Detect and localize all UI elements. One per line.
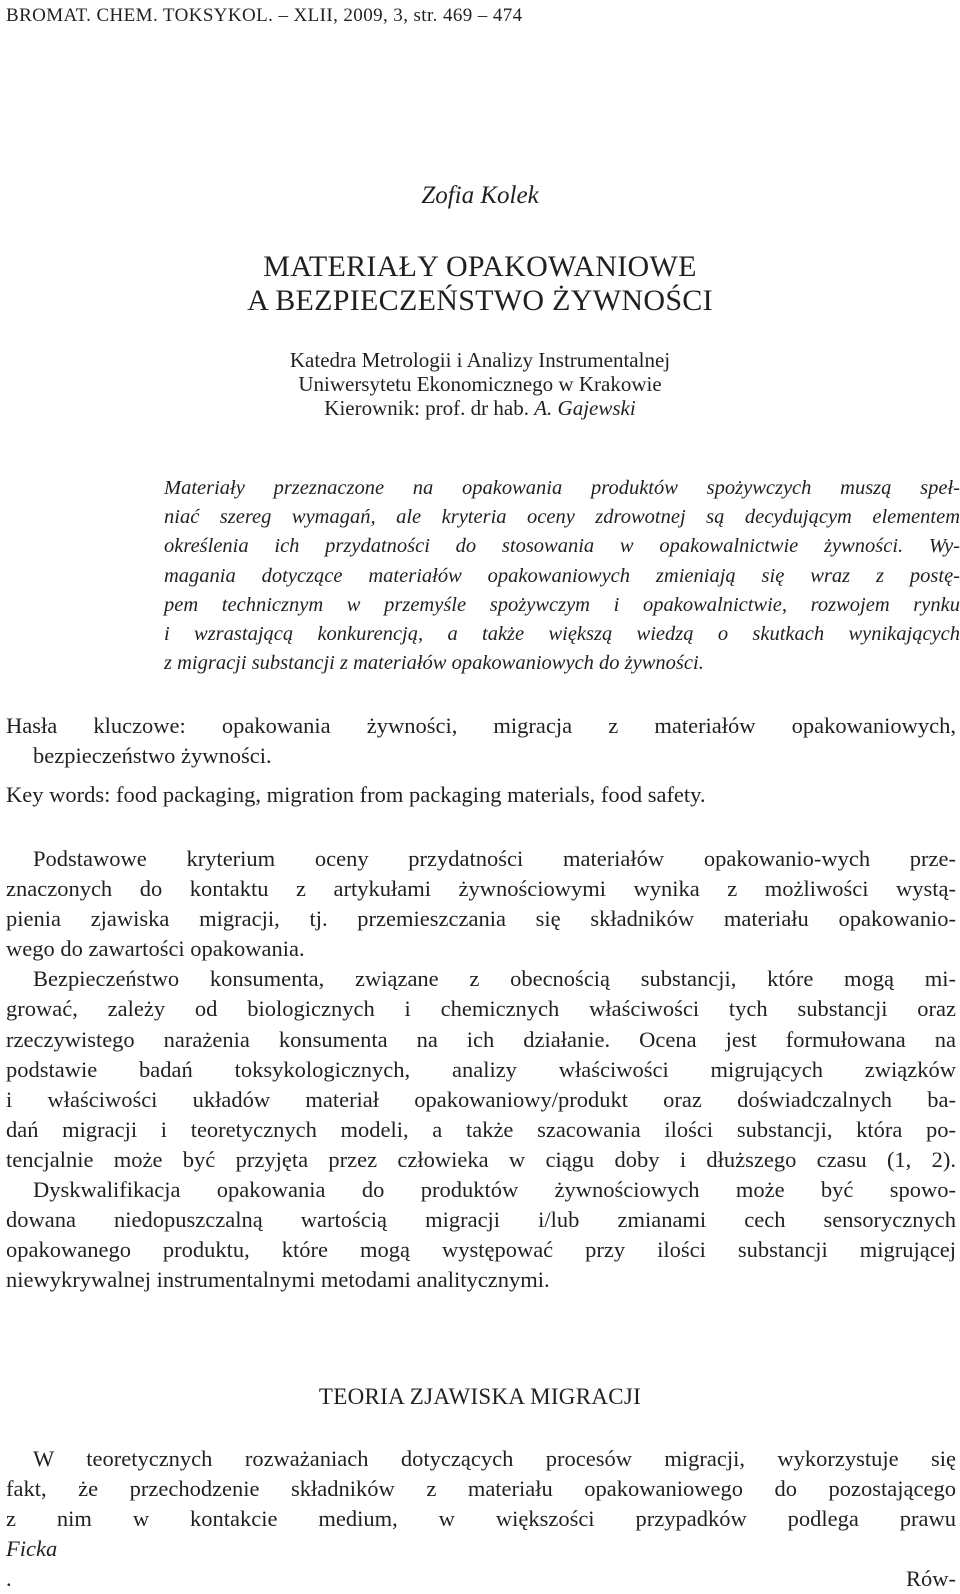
title-line-2: A BEZPIECZEŃSTWO ŻYWNOŚCI — [247, 284, 713, 317]
abstract-line: magania dotyczące materiałów opakowaniowych zmieniają się wraz z postę- — [164, 564, 960, 587]
keywords-line: Hasła kluczowe: opakowania żywności, migracja z materiałów opakowaniowych, — [6, 713, 956, 738]
section-body — [6, 1444, 956, 1594]
affiliation — [0, 348, 960, 420]
keywords-line: Key words: food packaging, migration from packaging materials, food safety. — [6, 782, 706, 807]
affiliation-head — [0, 396, 960, 420]
paragraph-line: niewykrywalnej instrumentalnymi metodami analitycznymi. — [6, 1267, 550, 1293]
line-text-c: . Rów- — [6, 1566, 956, 1592]
paragraph-line: Dyskwalifikacja opakowania do produktów żywnościowych może być spowo- — [33, 1177, 956, 1203]
paragraph-line: tencjalnie może być przyjęta przez człowieka w ciągu doby i dłuższego czasu (1, 2). — [6, 1146, 956, 1172]
line-text-a: z nim w kontakcie medium, w większości przypadków podlega prawu — [6, 1506, 956, 1532]
abstract-line: z migracji substancji z materiałów opakowaniowych do żywności. — [164, 652, 704, 675]
affiliation-line-1: Katedra Metrologii i Analizy Instrumentalnej — [289, 348, 671, 372]
abstract-line: określenia ich przydatności do stosowania w opakowalnictwie żywności. Wy- — [164, 535, 960, 558]
paragraph-line — [6, 1504, 956, 1594]
keywords-english — [6, 780, 956, 810]
paragraph-line: rzeczywistego narażenia konsumenta na ich działanie. Ocena jest formułowana na — [6, 1026, 956, 1052]
running-head: BROMAT. CHEM. TOKSYKOL. – XLII, 2009, 3, str. 469 – 474 — [6, 5, 523, 26]
author-name: Zofia Kolek — [421, 182, 539, 209]
paragraph-line: i właściwości układów materiał opakowaniowy/produkt oraz doświadczalnych ba- — [6, 1086, 956, 1112]
paragraph-line: grować, zależy od biologicznych i chemicznych właściwości tych substancji oraz — [6, 996, 956, 1022]
keywords-polish — [6, 711, 956, 771]
article-title — [0, 250, 960, 318]
paragraph-line: znaczonych do kontaktu z artykułami żywnościowymi wynika z możliwości wystą- — [6, 876, 956, 902]
paragraph-line: opakowanego produktu, które mogą występować przy ilości substancji migrującej — [6, 1237, 956, 1263]
paragraph-line: dań migracji i teoretycznych modeli, a także szacowania ilości substancji, która po- — [6, 1116, 956, 1142]
head-prefix: Kierownik: prof. dr hab. — [324, 396, 535, 420]
paragraph-line: podstawie badań toksykologicznych, analizy właściwości migrujących związków — [6, 1056, 956, 1082]
affiliation-line-2: Uniwersytetu Ekonomicznego w Krakowie — [298, 372, 662, 396]
paragraph-line: Bezpieczeństwo konsumenta, związane z obecnością substancji, które mogą mi- — [33, 966, 956, 992]
abstract-line: niać szereg wymagań, ale kryteria oceny zdrowotnej są decydującym elementem — [164, 506, 960, 529]
abstract-line: i wzrastającą konkurencją, a także większą wiedzą o skutkach wynikających — [164, 623, 960, 646]
abstract-line: pem technicznym w przemyśle spożywczym i opakowalnictwie, rozwojem rynku — [164, 593, 960, 616]
keywords-line: bezpieczeństwo żywności. — [33, 743, 272, 768]
paragraph-line: dowana niedopuszczalną wartością migracji i/lub zmianami cech sensorycznych — [6, 1207, 956, 1233]
paragraph-line: W teoretycznych rozważaniach dotyczących procesów migracji, wykorzystuje się — [33, 1446, 956, 1471]
paragraph-line: wego do zawartości opakowania. — [6, 936, 305, 962]
abstract-line: Materiały przeznaczone na opakowania produktów spożywczych muszą speł- — [164, 477, 960, 499]
ficka-term: Ficka — [6, 1536, 58, 1562]
body-text — [6, 844, 956, 1295]
paragraph-line: Podstawowe kryterium oceny przydatności materiałów opakowanio-wych prze- — [33, 846, 956, 871]
abstract — [164, 474, 960, 678]
head-name: A. Gajewski — [534, 396, 636, 420]
paragraph-line: fakt, że przechodzenie składników z materiału opakowaniowego do pozostającego — [6, 1476, 956, 1502]
paragraph-line: pienia zjawiska migracji, tj. przemieszczania się składników materiału opakowanio- — [6, 906, 956, 932]
title-line-1: MATERIAŁY OPAKOWANIOWE — [263, 250, 697, 283]
section-heading: TEORIA ZJAWISKA MIGRACJI — [318, 1384, 642, 1409]
